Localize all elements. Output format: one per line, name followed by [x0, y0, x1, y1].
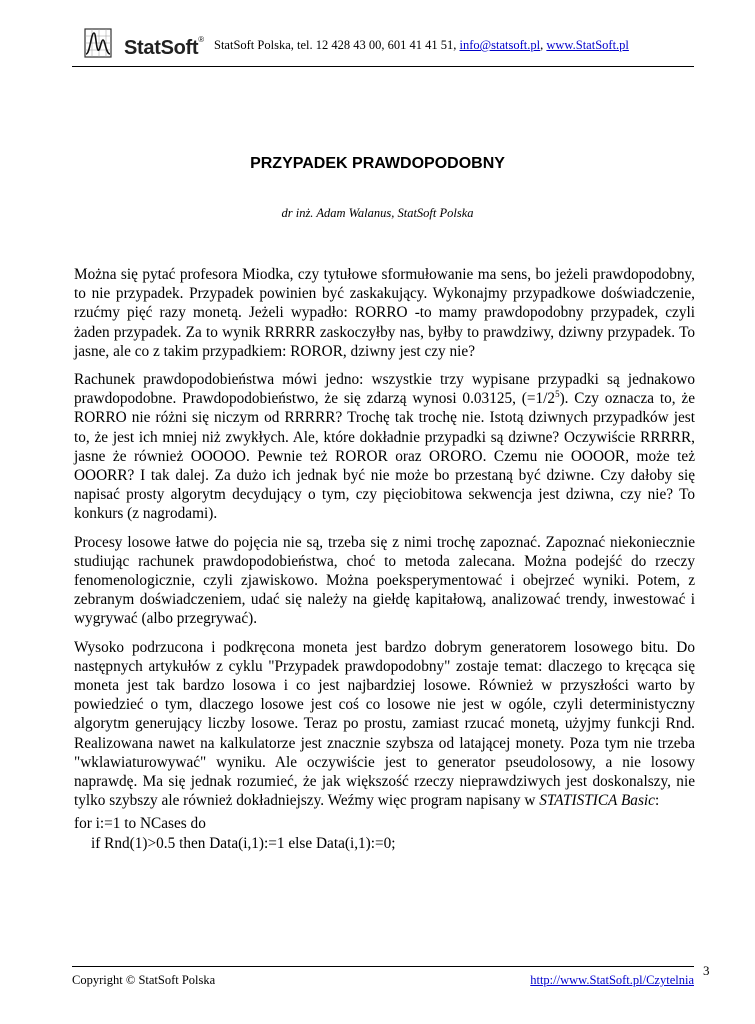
email-link[interactable]: info@statsoft.pl	[459, 38, 541, 52]
logo-wordmark: StatSoft®	[124, 35, 204, 59]
paragraph-4: Wysoko podrzucona i podkręcona moneta jest bardzo dobrym generatorem losowego bitu. Do następnych artykułów z cyklu "Przypadek prawdopodobny" zostaje temat: dlaczego to kręcąca się moneta jest tak bardzo losowa i co jest najbardziej losowe. Również w przyszłości warto by powiedzieć o tym, dlaczego losowe jest coś co losowe nie jest w ogóle, czyli deterministyczny algorytm generujący liczby losowe. Teraz po prostu, zamiast rzucać monetą, użyjmy funkcji Rnd. Realizowana nawet na kalkulatorze jest znacznie szybsza od latającej monety. Poza tym nie trzeba "wklawiaturowywać" wyniku. Ale oczywiście jest to generator pseudolosowy, a nie losowy naprawdę. Ma się jednak rozumieć, że jak większość rzeczy nieprawdziwych jest doskonalszy, nie tylko szybszy ale również dokładniejszy. Weźmy więc program napisany w STATISTICA Basic:	[74, 638, 695, 810]
paragraph-3: Procesy losowe łatwe do pojęcia nie są, trzeba się z nimi trochę zapoznać. Zapoznać niekoniecznie studiując rachunek prawdopodobieństwa, choć to metoda zalecana. Można podejść do rzeczy fenomenologicznie, czyli zjawiskowo. Można poeksperymentować i obejrzeć wyniki. Potem, z zebranym doświadczeniem, udać się należy na giełdę kapitałową, analizować trendy, inwestować i wygrywać (albo przegrywać).	[74, 533, 695, 628]
statsoft-logo	[84, 28, 204, 62]
article-author: dr inż. Adam Walanus, StatSoft Polska	[281, 206, 474, 220]
contact-separator: ,	[540, 38, 547, 52]
paragraph-2: Rachunek prawdopodobieństwa mówi jedno: wszystkie trzy wypisane przypadki są jednakowo prawdopodobne. Prawdopodobieństwo, że się zdarzą wynosi 0.03125, $(=1/2^5)$. Czy oznacza to, że RORRO nie różni się niczym od RRRRR? Trochę tak trochę nie. Istotą dziwnych przypadków jest to, że jest ich mniej niż zwykłych. Ale, które dokładnie przypadki są dziwne? Oczywiście RRRRR, jasne że również OOOOO. Pewnie też ROROR oraz ORORO. Czemu nie OOOOR, może też OOORR? I tak dalej. Za dużo ich jednak być nie może bo przestaną być dziwne. Czy dałoby się napisać prosty algorytm decydujący o tym, czy pięciobitowa sekwencja jest dziwna, czy nie? To konkurs (z nagrodami).	[74, 371, 695, 523]
code-line: if Rnd(1)>0.5 then Data(i,1):=1 else Data(i,1):=0;	[91, 835, 396, 853]
article-title: PRZYPADEK PRAWDOPODOBNY	[250, 155, 505, 172]
header-contact	[214, 38, 629, 53]
code-snippet	[74, 814, 695, 854]
paragraph-1: Można się pytać profesora Miodka, czy tytułowe sformułowanie ma sens, bo jeżeli prawdopodobny, to nie przypadek. Przypadek powinien być zaskakujący. Wykonajmy przypadkowe doświadczenie, rzućmy pięć razy monetą. Jeżeli wypadło: RORRO -to mamy prawdopodobny przypadek, czyli żaden przypadek. Za to wynik RRRRR zaskoczyłby nas, byłby to prawdziwy, dziwny przypadek. To jasne, ale co z takim przypadkiem: ROROR, dziwny jest czy nie?	[74, 266, 695, 360]
website-link[interactable]: www.StatSoft.pl	[546, 38, 629, 52]
article-body	[74, 265, 695, 854]
copyright-text: Copyright © StatSoft Polska	[72, 973, 216, 987]
logo-chart-icon	[84, 28, 112, 58]
page-footer	[72, 966, 694, 991]
code-line: for i:=1 to NCases do	[74, 815, 206, 833]
page-number: 3	[703, 963, 710, 978]
contact-text: StatSoft Polska, tel. 12 428 43 00, 601 41 41 51,	[214, 38, 460, 52]
page-header	[72, 22, 694, 67]
footer-link[interactable]: http://www.StatSoft.pl/Czytelnia	[530, 973, 694, 987]
